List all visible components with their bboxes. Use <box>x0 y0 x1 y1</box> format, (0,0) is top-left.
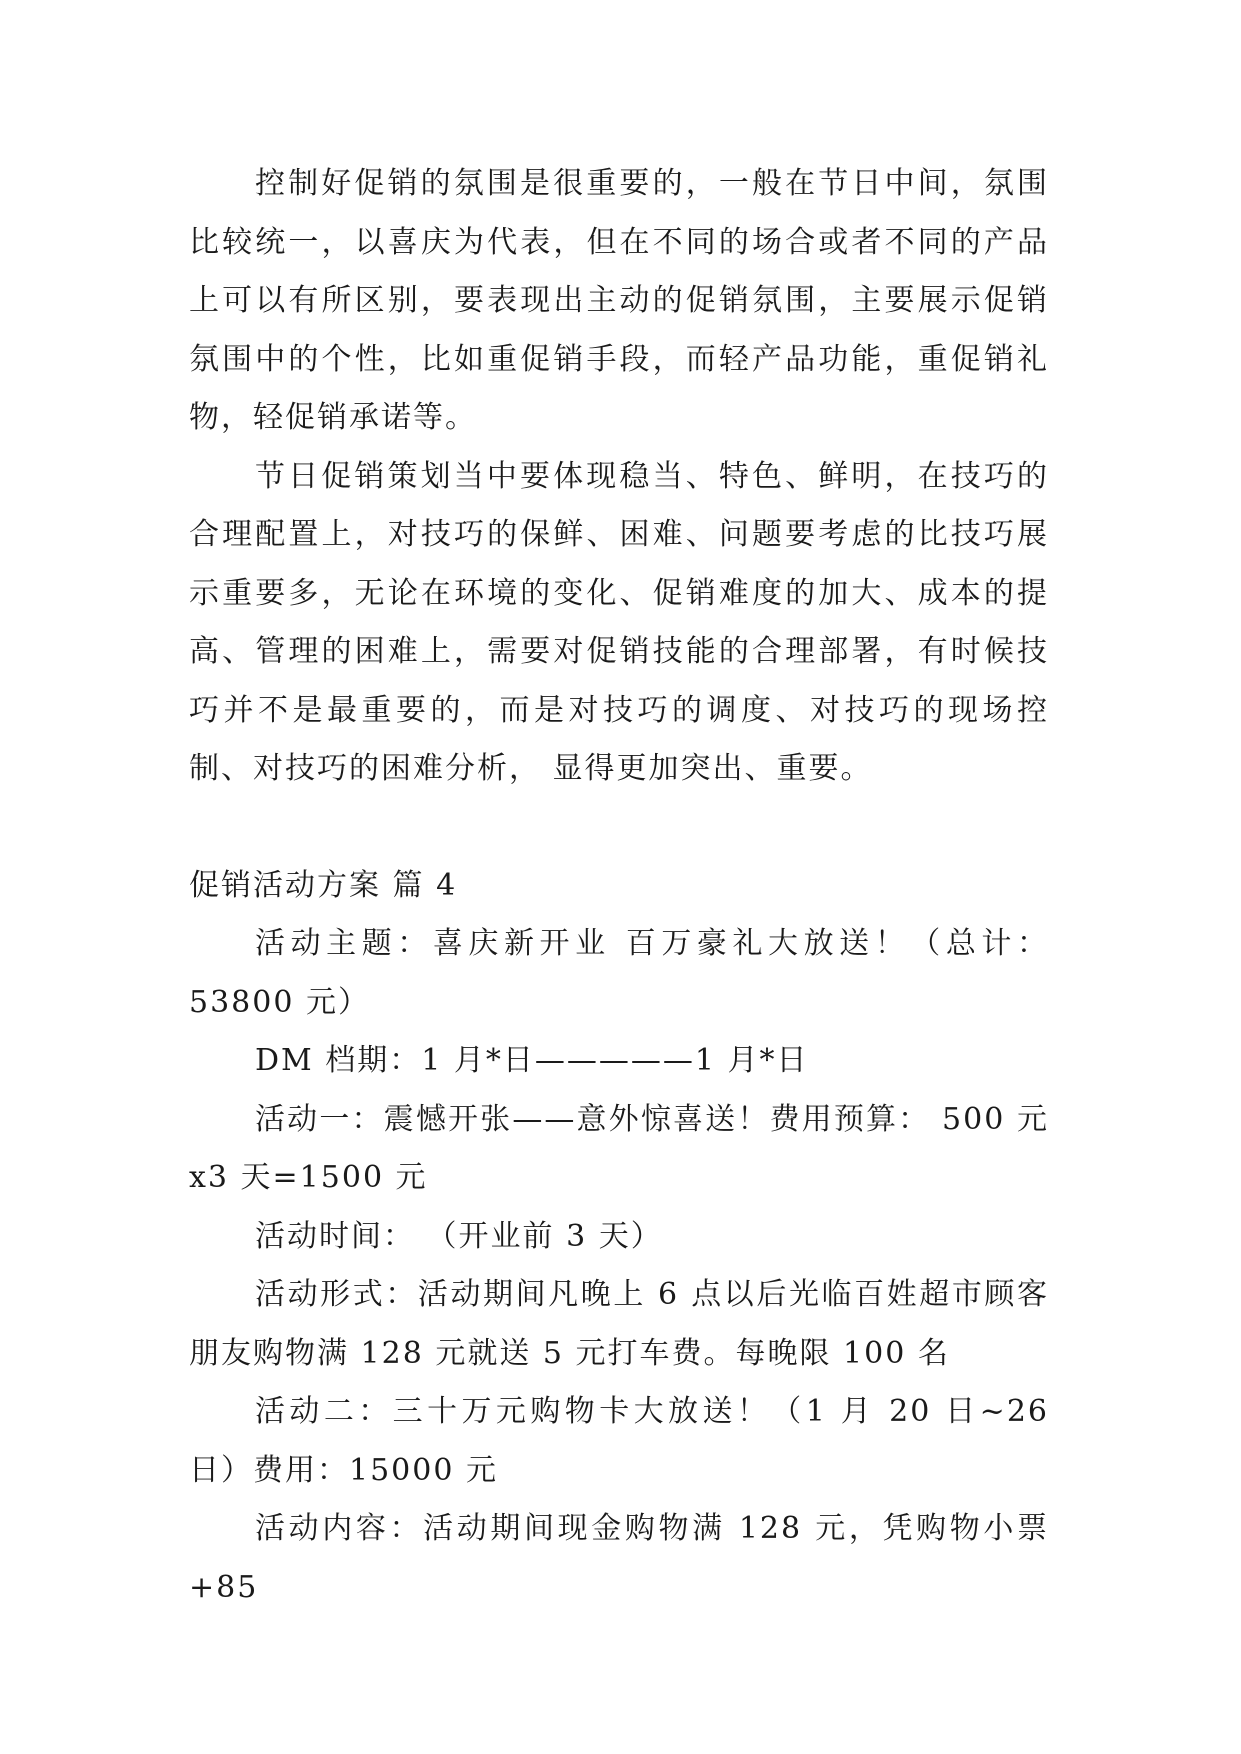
section-heading: 促销活动方案 篇 4 <box>189 867 458 903</box>
paragraph-activity-time: 活动时间： （开业前 3 天） <box>255 1218 663 1254</box>
paragraph-activity-form: 活动形式：活动期间凡晚上 6 点以后光临百姓超市顾客朋友购物满 128 元就送 5 元打车费。每晚限 100 名 <box>189 1277 1049 1371</box>
paragraph-dm-schedule: DM 档期：1 月*日—————1 月*日 <box>255 1043 809 1078</box>
paragraph-techniques: 节日促销策划当中要体现稳当、特色、鲜明，在技巧的合理配置上，对技巧的保鲜、困难、问题要考虑的比技巧展示重要多，无论在环境的变化、促销难度的加大、成本的提高、管理的困难上，需要对促销技能的合理部署，有时候技巧并不是最重要的，而是对技巧的调度、对技巧的现场控制、对技巧的困难分析， 显得更加突出、重要。 <box>189 458 1049 786</box>
document-body <box>189 155 1049 1617</box>
paragraph-atmosphere: 控制好促销的氛围是很重要的，一般在节日中间，氛围比较统一，以喜庆为代表，但在不同的场合或者不同的产品上可以有所区别，要表现出主动的促销氛围，主要展示促销氛围中的个性，比如重促销手段，而轻产品功能，重促销礼物，轻促销承诺等。 <box>189 166 1049 435</box>
paragraph-activity-content: 活动内容：活动期间现金购物满 128 元，凭购物小票+85 <box>189 1511 1049 1605</box>
paragraph-activity-one: 活动一：震憾开张——意外惊喜送！费用预算： 500 元 x3 天=1500 元 <box>189 1101 1049 1195</box>
paragraph-theme: 活动主题：喜庆新开业 百万豪礼大放送！（总计：53800 元） <box>189 926 1049 1020</box>
paragraph-activity-two: 活动二：三十万元购物卡大放送！（1 月 20 日~26 日）费用：15000 元 <box>189 1394 1049 1488</box>
